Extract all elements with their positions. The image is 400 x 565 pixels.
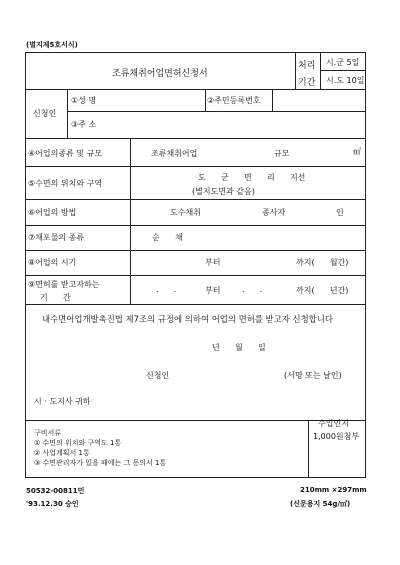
footer-size: 210mm ×297mm xyxy=(300,486,367,494)
col-line xyxy=(308,420,309,478)
footer-code: 50532-00811민 xyxy=(26,487,85,495)
row-line xyxy=(25,275,366,276)
form-border-right xyxy=(365,52,366,478)
address-label: ③주 소 xyxy=(71,120,97,129)
season-label: ⑧어업의 시기 xyxy=(28,258,77,267)
row-line xyxy=(25,225,366,226)
attachment-item: ① 수면의 위치와 구역도 1통 xyxy=(34,439,122,447)
season-from: 부터 xyxy=(205,258,221,267)
name-field[interactable] xyxy=(110,90,204,110)
col-line xyxy=(205,89,206,112)
species-value: 순 채 xyxy=(152,233,183,242)
name-label: ①성 명 xyxy=(71,96,97,105)
workers-label: 종사자 xyxy=(262,208,286,217)
method-value: 도수채취 xyxy=(170,208,201,217)
footer-approval: '93.12.30 승인 xyxy=(26,500,79,508)
col-line xyxy=(67,89,68,139)
resident-number-label: ②주민등록번호 xyxy=(207,96,261,105)
scale-label: 규모 xyxy=(274,149,290,158)
row-line xyxy=(25,420,366,421)
col-line xyxy=(295,52,296,90)
date-line: 년 월 일 xyxy=(212,343,266,352)
term-until: 까지( 년간) xyxy=(296,286,349,295)
col-line xyxy=(130,138,131,305)
revenue-stamp-label: 수입인지 xyxy=(318,419,349,428)
form-number: (별지제5호서식) xyxy=(26,41,78,49)
row-line xyxy=(25,304,366,305)
term-date-start: . . xyxy=(156,285,177,294)
season-until: 까지( 월간) xyxy=(296,258,349,267)
form-border-bottom xyxy=(25,477,366,478)
location-template: 도 군 면 리 지선 xyxy=(198,173,306,182)
location-label: ⑤수면의 위치와 구역 xyxy=(28,179,103,188)
form-border-top xyxy=(25,52,366,53)
col-line xyxy=(272,89,273,112)
col-line xyxy=(320,52,321,90)
species-label: ⑦채포물의 종류 xyxy=(28,233,85,242)
workers-unit: 인 xyxy=(336,208,344,217)
fishery-type-label: ④어업의종류 및 규모 xyxy=(28,149,103,158)
processing-label: 처리 xyxy=(298,61,316,71)
row-line xyxy=(25,250,366,251)
term-date-end: . . xyxy=(242,285,263,294)
row-line xyxy=(320,70,366,71)
sign-note: (서명 또는 날인) xyxy=(284,371,342,380)
term-label-2: 기 간 xyxy=(40,293,71,302)
row-line xyxy=(25,138,366,139)
address-field[interactable] xyxy=(110,112,364,137)
term-label: ⑨면허를 받고자하는 xyxy=(28,280,100,289)
row-line xyxy=(25,199,366,200)
processing-period-province: 시.도 10일 xyxy=(326,76,365,85)
row-line xyxy=(25,166,366,167)
resident-number-field[interactable] xyxy=(274,90,364,110)
signer-label: 신청인 xyxy=(146,371,170,380)
term-from: 부터 xyxy=(205,286,221,295)
footer-paper: (신문용지 54g/㎡) xyxy=(290,500,351,508)
scale-unit: ㎡ xyxy=(353,147,361,156)
form-title: 조류채취어업면허신청서 xyxy=(112,69,208,79)
method-label: ⑥어업의 방법 xyxy=(28,208,77,217)
application-statement: 내수면어업개발촉진법 제7조의 규정에 의하여 어업의 면허를 받고자 신청합니다 xyxy=(42,314,333,324)
form-border-left xyxy=(25,52,26,478)
attachment-item: ② 사업계획서 1통 xyxy=(34,449,90,457)
applicant-label: 신청인 xyxy=(33,109,57,118)
attachment-item: ③ 수면관리자가 있을 때에는 그 동의서 1통 xyxy=(34,459,167,467)
processing-label: 기간 xyxy=(298,78,316,88)
processing-period-city: 시.군 5일 xyxy=(326,58,360,67)
fishery-type-value: 조류채취어업 xyxy=(151,149,198,158)
location-note: (별지도면과 같음) xyxy=(192,187,255,196)
addressee: 시 · 도지사 귀하 xyxy=(34,397,91,406)
attachments-header: 구비서류 xyxy=(34,429,62,437)
revenue-stamp-amount: 1,000원첨부 xyxy=(313,432,360,441)
